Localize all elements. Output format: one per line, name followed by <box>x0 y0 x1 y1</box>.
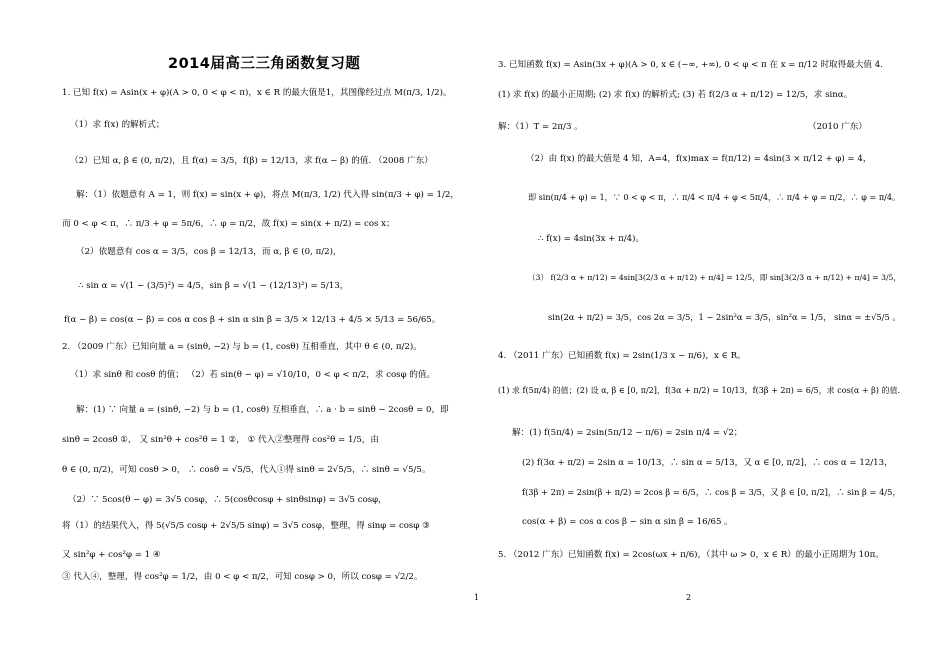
problem-2-statement: 2. （2009 广东）已知向量 a = (sinθ, −2) 与 b = (1, cosθ) 互相垂直，其中 θ ∈ (0, π/2)。 <box>62 342 422 352</box>
solution-2-step-1: 解：(1) ∵ 向量 a = (sinθ, −2) 与 b = (1, cosθ) 互相垂直，∴ a · b = sinθ − 2cosθ = 0，即 <box>76 405 449 415</box>
solution-3-step-1: 解：（1）T = 2π/3 。 <box>498 122 583 132</box>
problem-3-statement: 3. 已知函数 f(x) = Asin(3x + φ)(A > 0, x ∈ (−∞, +∞), 0 < φ < π 在 x = π/12 时取得最大值 4. <box>498 60 883 70</box>
solution-3-step-4: ∴ f(x) = 4sin(3x + π/4)。 <box>538 234 645 244</box>
solution-3-step-3: 即 sin(π/4 + φ) = 1，∵ 0 < φ < π，∴ π/4 < π/4 + φ < 5π/4，∴ π/4 + φ = π/2，∴ φ = π/4。 <box>528 192 901 202</box>
solution-2-step-4: （2）∵ 5cos(θ − φ) = 3√5 cosφ，∴ 5(cosθcosφ + sinθsinφ) = 3√5 cosφ， <box>68 495 387 505</box>
solution-1-step-4: ∴ sin α = √(1 − (3/5)²) = 4/5，sin β = √(1 − (12/13)²) = 5/13， <box>78 281 349 291</box>
solution-4-step-2: (2) f(3α + π/2) = 2sin α = 10/13，∴ sin α = 5/13，又 α ∈ [0, π/2]，∴ cos α = 12/13， <box>522 458 893 468</box>
solution-3-step-6: sin(2α + π/2) = 3/5，cos 2α = 3/5，1 − 2sin²α = 3/5，sin²α = 1/5， sinα = ±√5/5 。 <box>548 312 901 322</box>
problem-2-parts: （1）求 sinθ 和 cosθ 的值； （2）若 sin(θ − φ) = √10/10，0 < φ < π/2，求 cosφ 的值。 <box>70 370 436 380</box>
solution-2-step-5: 将（1）的结果代入，得 5(√5/5 cosφ + 2√5/5 sinφ) = 3√5 cosφ，整理，得 sinφ = cosφ ③ <box>62 521 430 531</box>
solution-4-step-1: 解：(1) f(5π/4) = 2sin(5π/12 − π/6) = 2sin π/4 = √2； <box>512 428 743 438</box>
solution-3-step-5: （3） f(2/3 α + π/12) = 4sin[3(2/3 α + π/12) + π/4] = 12/5，即 sin[3(2/3 α + π/12) + π/4] = 3/5， <box>528 273 902 282</box>
solution-4-step-3: f(3β + 2π) = 2sin(β + π/2) = 2cos β = 6/5，∴ cos β = 3/5，又 β ∈ [0, π/2]，∴ sin β = 4/5， <box>522 487 901 497</box>
problem-1-part-2: （2）已知 α, β ∈ (0, π/2)，且 f(α) = 3/5，f(β) = 12/13，求 f(α − β) 的值. （2008 广东） <box>70 156 433 166</box>
solution-3-step-2: （2）由 f(x) 的最大值是 4 知，A=4，f(x)max = f(π/12) = 4sin(3 × π/12 + φ) = 4， <box>526 154 872 164</box>
solution-1-step-3: （2）依题意有 cos α = 3/5，cos β = 12/13，而 α, β ∈ (0, π/2)， <box>76 247 342 257</box>
problem-5-statement: 5. （2012 广东）已知函数 f(x) = 2cos(ωx + π/6)，（其中 ω > 0，x ∈ R）的最小正周期为 10π。 <box>498 550 884 560</box>
problem-4-parts: (1) 求 f(5π/4) 的值；(2) 设 α, β ∈ [0, π/2]，f(3α + π/2) = 10/13，f(3β + 2π) = 6/5，求 cos(α + β) 的值. <box>498 386 901 395</box>
problem-1-statement: 1. 已知 f(x) = Asin(x + φ)(A > 0, 0 < φ < π)，x ∈ R 的最大值是1，其图像经过点 M(π/3, 1/2)。 <box>62 88 452 98</box>
solution-1-step-5: f(α − β) = cos(α − β) = cos α cos β + sin α sin β = 3/5 × 12/13 + 4/5 × 5/13 = 56/65。 <box>64 315 441 325</box>
solution-2-step-6: 又 sin²φ + cos²φ = 1 ④ <box>62 550 161 560</box>
solution-2-step-2: sinθ = 2cosθ ①， 又 sin²θ + cos²θ = 1 ②， ① 代入②整理得 cos²θ = 1/5，由 <box>62 435 379 445</box>
solution-2-step-7: ③ 代入④，整理，得 cos²φ = 1/2，由 0 < φ < π/2，可知 cosφ > 0，所以 cosφ = √2/2。 <box>62 572 423 582</box>
problem-4-statement: 4. （2011 广东）已知函数 f(x) = 2sin(1/3 x − π/6)，x ∈ R。 <box>498 351 746 361</box>
problem-3-parts: (1) 求 f(x) 的最小正周期; (2) 求 f(x) 的解析式; (3) 若 f(2/3 α + π/12) = 12/5，求 sinα。 <box>498 90 853 100</box>
page-title: 2014届高三三角函数复习题 <box>168 56 361 72</box>
solution-2-step-3: θ ∈ (0, π/2)，可知 cosθ > 0， ∴ cosθ = √5/5，代入①得 sinθ = 2√5/5，∴ sinθ = √5/5。 <box>62 465 431 475</box>
solution-1-step-1: 解：（1）依题意有 A = 1，则 f(x) = sin(x + φ)，将点 M(π/3, 1/2) 代入得 sin(π/3 + φ) = 1/2， <box>76 190 459 200</box>
problem-1-part-1: （1）求 f(x) 的解析式； <box>70 120 165 130</box>
solution-1-step-2: 而 0 < φ < π，∴ π/3 + φ = 5π/6，∴ φ = π/2，故 f(x) = sin(x + π/2) = cos x； <box>62 219 395 229</box>
page-number-left: 1 <box>474 593 480 602</box>
solution-4-step-4: cos(α + β) = cos α cos β − sin α sin β = 16/65 。 <box>522 517 733 527</box>
problem-3-source: （2010 广东） <box>808 122 867 132</box>
page-number-right: 2 <box>686 593 692 602</box>
